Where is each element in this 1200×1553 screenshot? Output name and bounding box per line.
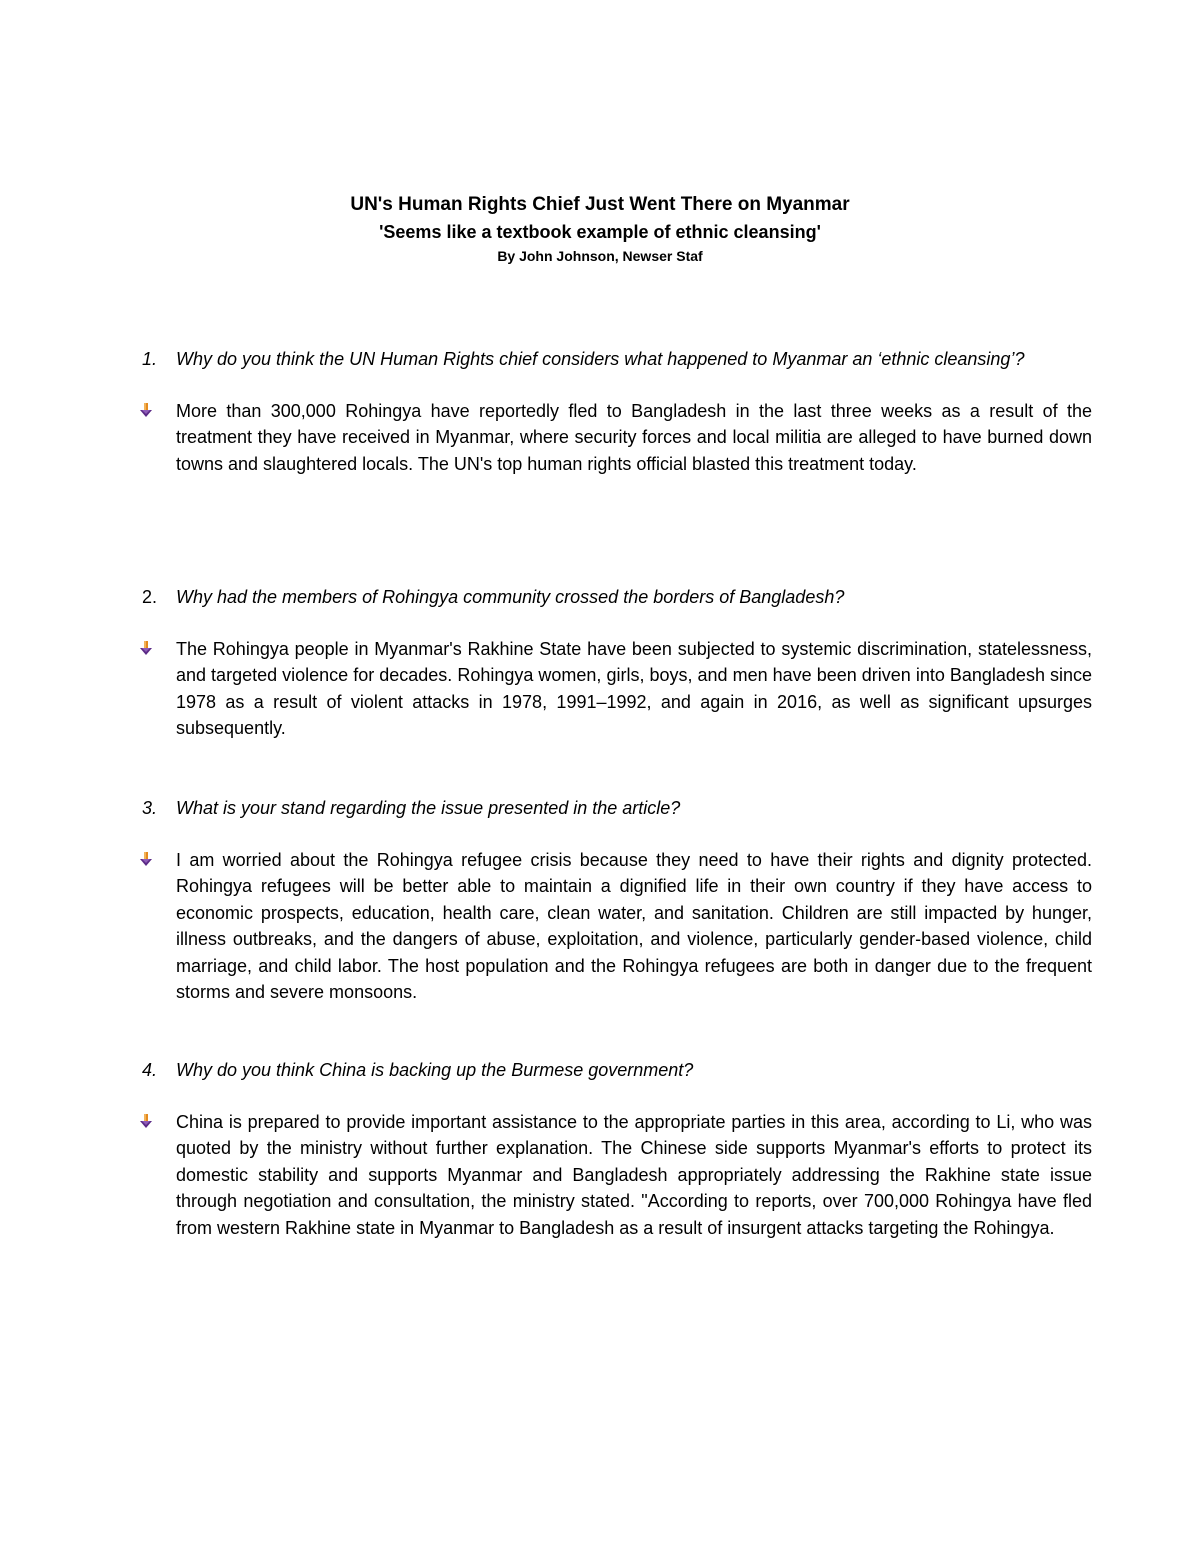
answer-text: I am worried about the Rohingya refugee crisis because they need to have their rights and dignity protected. Rohingya refugees will be better able to maintain a dignified life in their own country if they have access to economic prospects, education, health care, clean water, and sanitation. Children are still impacted by hunger, illness outbreaks, and the dangers of abuse, exploitation, and violence, particularly gender-based violence, child marriage, and child labor. The host population and the Rohingya refugees are both in danger due to the frequent storms and severe monsoons. — [176, 849, 1092, 1002]
document-byline: By John Johnson, Newser Staf — [497, 248, 703, 264]
qa-item-3 — [138, 795, 1092, 1006]
question-2 — [138, 584, 1092, 611]
arrow-bullet-icon — [138, 851, 154, 867]
qa-item-2 — [138, 584, 1092, 742]
question-number: 1. — [142, 349, 158, 369]
answer-1 — [138, 398, 1092, 478]
question-3 — [138, 795, 1092, 822]
arrow-bullet-icon — [138, 402, 154, 418]
answer-2 — [138, 636, 1092, 742]
question-number: 3. — [142, 798, 158, 818]
document-subtitle: 'Seems like a textbook example of ethnic cleansing' — [379, 222, 821, 242]
qa-item-1 — [138, 346, 1092, 477]
question-4 — [138, 1057, 1092, 1084]
answer-text: More than 300,000 Rohingya have reportedly fled to Bangladesh in the last three weeks as a result of the treatment they have received in Myanmar, where security forces and local militia are alleged to have burned down towns and slaughtered locals. The UN's top human rights official blasted this treatment today. — [176, 400, 1092, 474]
question-text: What is your stand regarding the issue presented in the article? — [176, 798, 681, 818]
answer-text: China is prepared to provide important assistance to the appropriate parties in this area, according to Li, who was quoted by the ministry without further explanation. The Chinese side supports Myanmar's efforts to protect its domestic stability and supports Myanmar and Bangladesh appropriately addressing the Rakhine state issue through negotiation and consultation, the ministry stated. "According to reports, over 700,000 Rohingya have fled from western Rakhine state in Myanmar to Bangladesh as a result of insurgent attacks targeting the Rohingya. — [176, 1111, 1092, 1238]
answer-text: The Rohingya people in Myanmar's Rakhine State have been subjected to systemic discrimination, statelessness, and targeted violence for decades. Rohingya women, girls, boys, and men have been driven into Bangladesh since 1978 as a result of violent attacks in 1978, 1991–1992, and again in 2016, as well as significant upsurges subsequently. — [176, 638, 1092, 738]
question-text: Why do you think China is backing up the Burmese government? — [176, 1060, 694, 1080]
question-number: 4. — [142, 1060, 158, 1080]
arrow-bullet-icon — [138, 1113, 154, 1129]
question-text: Why do you think the UN Human Rights chief considers what happened to Myanmar an ‘ethnic cleansing’? — [176, 349, 1025, 369]
question-1 — [138, 346, 1092, 373]
qa-item-4 — [138, 1057, 1092, 1241]
answer-3 — [138, 847, 1092, 1006]
answer-4 — [138, 1109, 1092, 1242]
document-title: UN's Human Rights Chief Just Went There on Myanmar — [350, 194, 850, 215]
question-number: 2. — [142, 587, 158, 607]
arrow-bullet-icon — [138, 640, 154, 656]
question-text: Why had the members of Rohingya community crossed the borders of Bangladesh? — [176, 587, 845, 607]
